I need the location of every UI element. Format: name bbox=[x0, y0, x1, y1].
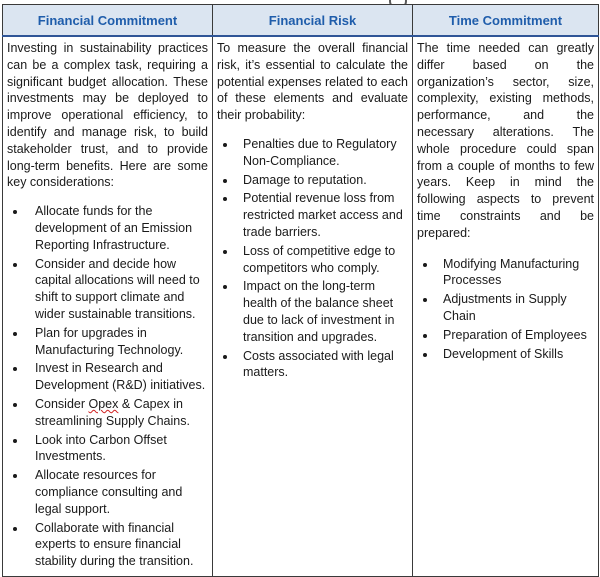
spellcheck-flagged-word[interactable]: Opex bbox=[88, 396, 119, 411]
opex-item-prefix: Consider bbox=[35, 396, 89, 411]
list-item: • Modifying Manufacturing Processes bbox=[437, 256, 594, 290]
list-item: • Consider and decide how capital allocations will need to shift to support climate and wider sustainable transitions. bbox=[27, 256, 208, 323]
header-time-commitment: Time Commitment bbox=[413, 5, 599, 37]
list-item: • Loss of competitive edge to competitors who comply. bbox=[237, 243, 408, 277]
list-item: • Penalties due to Regulatory Non-Compliance. bbox=[237, 136, 408, 170]
list-item: • Costs associated with legal matters. bbox=[237, 348, 408, 382]
list-item: • Adjustments in Supply Chain bbox=[437, 291, 594, 325]
header-financial-commitment: Financial Commitment bbox=[3, 5, 213, 37]
list-item: • Look into Carbon Offset Investments. bbox=[27, 432, 208, 466]
financial-risk-intro: To measure the overall financial risk, it’s essential to calculate the potential expenses related to each of these elements and evaluate their probability: bbox=[217, 41, 408, 123]
content-row bbox=[3, 36, 599, 576]
financial-risk-cell[interactable] bbox=[213, 36, 413, 576]
list-item: • Allocate resources for compliance consulting and legal support. bbox=[27, 467, 208, 517]
list-item: • Allocate funds for the development of an Emission Reporting Infrastructure. bbox=[27, 203, 208, 253]
opex-item-suffix: & Capex in streamlining Supply Chains. bbox=[35, 396, 190, 428]
list-item-opex-capex bbox=[27, 396, 208, 430]
financial-commitment-cell[interactable] bbox=[3, 36, 213, 576]
commitment-risk-table bbox=[2, 4, 599, 577]
header-financial-risk: Financial Risk bbox=[213, 5, 413, 37]
financial-commitment-list bbox=[7, 203, 208, 570]
time-commitment-cell[interactable] bbox=[413, 36, 599, 576]
list-item: • Impact on the long-term health of the balance sheet due to lack of investment in transition and upgrades. bbox=[237, 278, 408, 345]
list-item: • Plan for upgrades in Manufacturing Technology. bbox=[27, 325, 208, 359]
time-commitment-list bbox=[417, 256, 594, 363]
financial-commitment-intro: Investing in sustainability practices can be a complex task, requiring a significant budget allocation. These investments may be deployed to improve operational efficiency, to identify and manage risk, to build stakeholder trust, and to provide long-term benefits. Here are some key considerations: bbox=[7, 41, 208, 190]
header-row bbox=[3, 5, 599, 37]
list-item: • Preparation of Employees bbox=[437, 327, 594, 344]
financial-risk-list bbox=[217, 136, 408, 381]
list-item: • Development of Skills bbox=[437, 346, 594, 363]
time-commitment-intro: The time needed can greatly differ based on the organization’s sector, size, complexity, existing methods, performance, and the necessary alterations. The whole procedure could span from a couple of months to few years. Keep in mind the following aspects to prevent time constraints and be prepared: bbox=[417, 41, 594, 240]
list-item: • Invest in Research and Development (R&D) initiatives. bbox=[27, 360, 208, 394]
list-item: • Collaborate with financial experts to ensure financial stability during the transition. bbox=[27, 520, 208, 570]
list-item: • Damage to reputation. bbox=[237, 172, 408, 189]
list-item: • Potential revenue loss from restricted market access and trade barriers. bbox=[237, 190, 408, 240]
